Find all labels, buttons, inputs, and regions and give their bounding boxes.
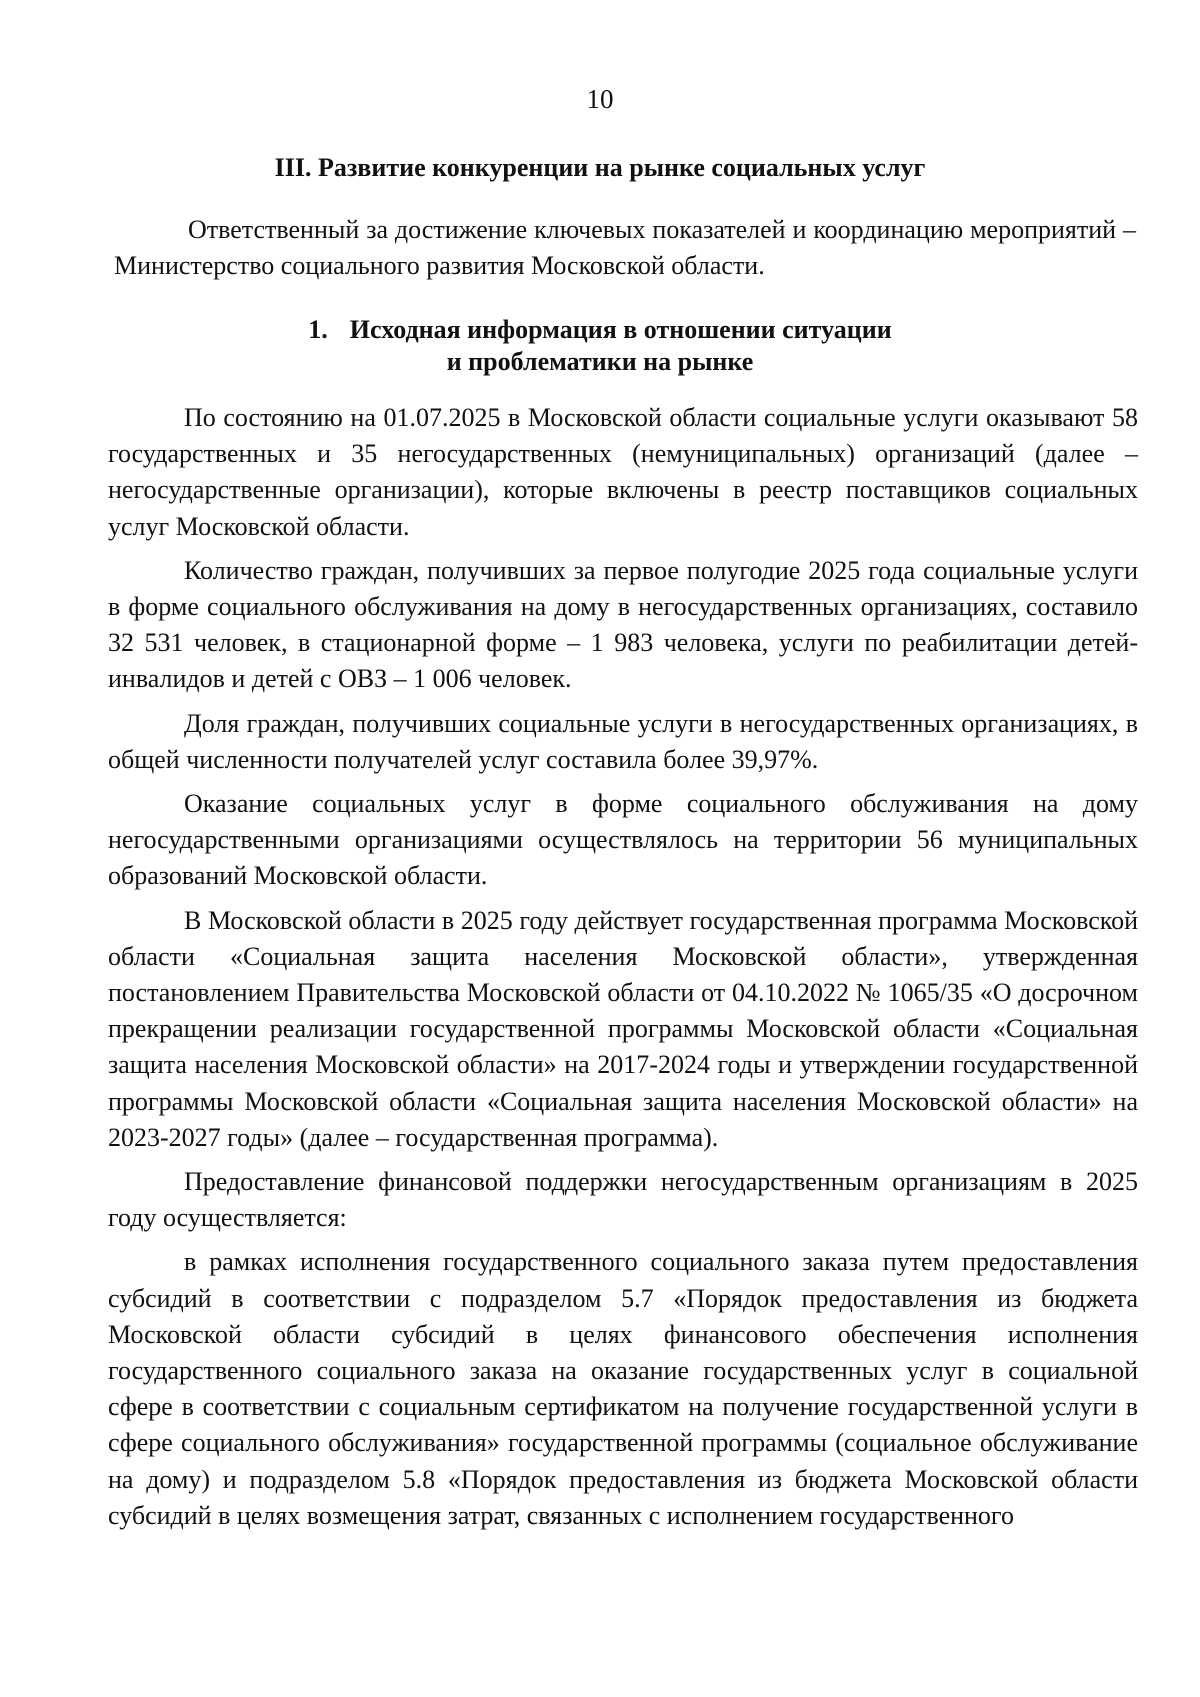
paragraph-citizens-served: Количество граждан, получивших за первое полугодие 2025 года социальные услуги в форме социального обслуживания на дому в негосударственных организациях, составило 32 531 человек, в стационарной форме – 1 983 человека, услуги по реабилитации детей-инвалидов и детей с ОВЗ – 1 006 человек.: [108, 555, 1138, 694]
subsection-title-text: Исходная информация в отношении ситуации: [349, 315, 892, 344]
paragraph-territory-coverage: Оказание социальных услуг в форме социального обслуживания на дому негосударственными организациями осуществлялось на территории 56 муниципальных образований Московской области.: [108, 789, 1138, 891]
subsection-heading: [0, 314, 1200, 378]
page-number: 10: [586, 84, 614, 114]
paragraph-financial-support: Предоставление финансовой поддержки негосударственным организациям в 2025 году осуществляется:: [108, 1167, 1138, 1233]
section-title: III. Развитие конкуренции на рынке социальных услуг: [274, 153, 926, 182]
responsible-statement: Ответственный за достижение ключевых показателей и координацию мероприятий – Министерство социального развития Московской области.: [114, 215, 1136, 280]
subsection-number: 1.: [308, 315, 328, 344]
subsection-title-line-2: и проблематики на рынке: [446, 347, 754, 376]
body-text: [108, 400, 1138, 1534]
paragraph-share-of-recipients: Доля граждан, получивших социальные услуги в негосударственных организациях, в общей численности получателей услуг составила более 39,97%.: [108, 708, 1138, 774]
paragraph-providers-count: По состоянию на 01.07.2025 в Московской области социальные услуги оказывают 58 государственных и 35 негосударственных (немуниципальных) организаций (далее – негосударственные организации), которые включены в реестр поставщиков социальных услуг Московской области.: [108, 403, 1138, 541]
paragraph-subsidies: в рамках исполнения государственного социального заказа путем предоставления субсидий в соответствии с подразделом 5.7 «Порядок предоставления из бюджета Московской области субсидий в целях финансового обеспечения исполнения государственного социального заказа на оказание государственных услуг в социальной сфере в соответствии с социальным сертификатом на получение государственной услуги в сфере социального обслуживания» государственной программы (социальное обслуживание на дому) и подразделом 5.8 «Порядок предоставления из бюджета Московской области субсидий в целях возмещения затрат, связанных с исполнением государственного: [108, 1247, 1138, 1530]
paragraph-state-program: В Московской области в 2025 году действует государственная программа Московской области «Социальная защита населения Московской области», утвержденная постановлением Правительства Московской области от 04.10.2022 № 1065/35 «О досрочном прекращении реализации государственной программы Московской области «Социальная защита населения Московской области» на 2017-2024 годы и утверждении государственной программы Московской области «Социальная защита населения Московской области» на 2023-2027 годы» (далее – государственная программа).: [108, 905, 1138, 1152]
subsection-title-line-1: [0, 314, 1200, 346]
